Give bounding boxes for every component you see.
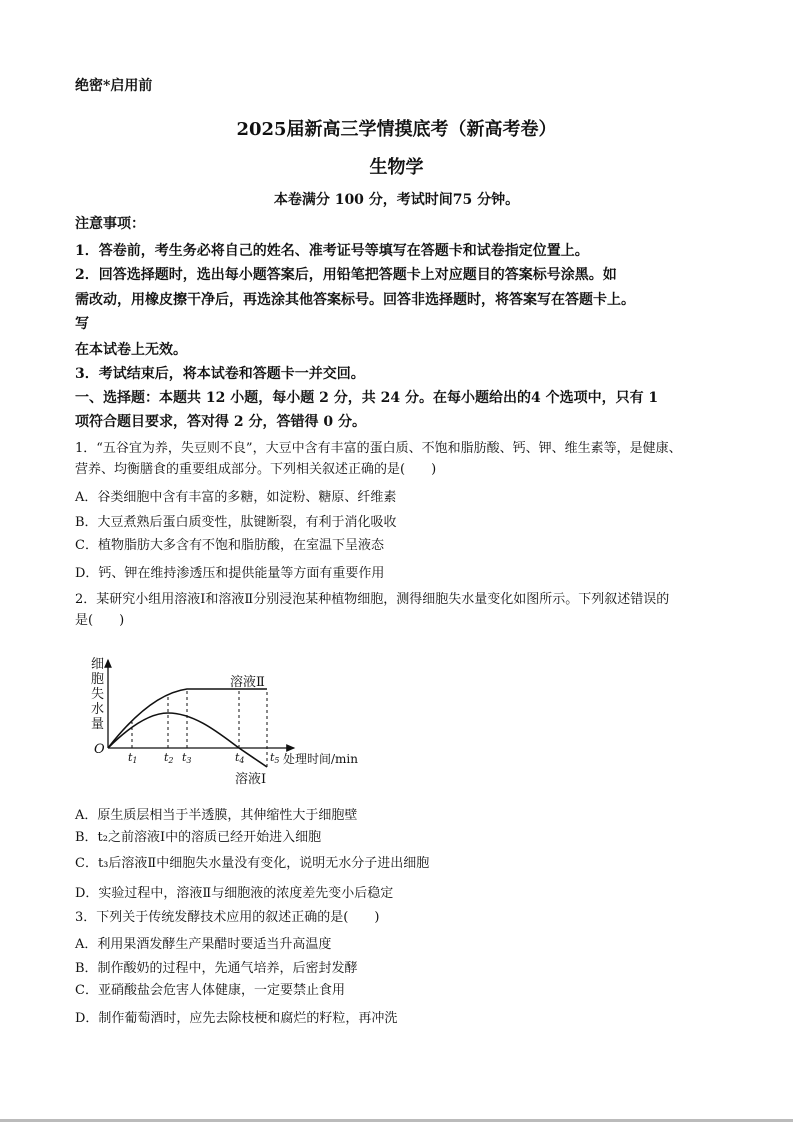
tick-t1: t1 xyxy=(128,751,138,765)
solution-2-label: 溶液Ⅱ xyxy=(230,675,265,690)
exam-info: 本卷满分 100 分，考试时间75 分钟。 xyxy=(273,192,520,208)
question-1-option-c: C．植物脂肪大多含有不饱和脂肪酸，在室温下呈液态 xyxy=(75,538,384,553)
y-label-char: 胞 xyxy=(91,672,105,687)
tick-t2: t2 xyxy=(164,751,174,765)
question-3-stem: 3．下列关于传统发酵技术应用的叙述正确的是( ) xyxy=(75,910,380,925)
question-1-option-a: A．谷类细胞中含有丰富的多糖，如淀粉、糖原、纤维素 xyxy=(75,490,397,505)
y-label-char: 量 xyxy=(91,717,105,732)
question-1-option-d: D．钙、钾在维持渗透压和提供能量等方面有重要作用 xyxy=(75,566,385,581)
section-heading: 一、选择题：本题共 12 小题，每小题 2 分，共 24 分。在每小题给出的4 个选项中，只有 1 xyxy=(75,390,659,406)
question-1-stem: 营养、均衡膳食的重要组成部分。下列相关叙述正确的是( ) xyxy=(75,462,437,477)
y-label-char: 水 xyxy=(91,702,105,717)
question-2-option-c: C．t₃后溶液Ⅱ中细胞失水量没有变化，说明无水分子进出细胞 xyxy=(75,856,430,871)
question-1-option-b: B．大豆煮熟后蛋白质变性，肽键断裂，有利于消化吸收 xyxy=(75,515,397,530)
question-3-option-a: A．利用果酒发酵生产果醋时要适当升高温度 xyxy=(75,937,332,952)
section-heading: 项符合题目要求，答对得 2 分，答错得 0 分。 xyxy=(75,414,366,430)
note-line: 1．答卷前，考生务必将自己的姓名、准考证号等填写在答题卡和试卷指定位置上。 xyxy=(75,243,589,259)
origin-label: O xyxy=(94,742,105,757)
notes-heading: 注意事项： xyxy=(75,216,145,232)
tick-t3: t3 xyxy=(182,751,192,765)
question-2-stem: 2．某研究小组用溶液Ⅰ和溶液Ⅱ分别浸泡某种植物细胞，测得细胞失水量变化如图所示。下列叙述错误的 xyxy=(75,592,670,607)
note-line: 2．回答选择题时，选出每小题答案后，用铅笔把答题卡上对应题目的答案标号涂黑。如 xyxy=(75,267,617,283)
question-3-option-c: C．亚硝酸盐会危害人体健康，一定要禁止食用 xyxy=(75,983,345,998)
note-line: 在本试卷上无效。 xyxy=(75,342,187,358)
note-line: 3．考试结束后，将本试卷和答题卡一并交回。 xyxy=(75,366,365,382)
question-2-option-b: B．t₂之前溶液Ⅰ中的溶质已经开始进入细胞 xyxy=(75,830,322,845)
solution-1-label: 溶液Ⅰ xyxy=(235,772,267,787)
tick-t5: t5 xyxy=(270,751,280,765)
water-loss-diagram xyxy=(80,650,380,790)
question-2-stem: 是( ) xyxy=(75,613,125,628)
question-3-option-d: D．制作葡萄酒时，应先去除枝梗和腐烂的籽粒，再冲洗 xyxy=(75,1011,398,1026)
exam-title: 2025届新高三学情摸底考（新高考卷） xyxy=(236,119,557,140)
question-2-option-d: D．实验过程中，溶液Ⅱ与细胞液的浓度差先变小后稳定 xyxy=(75,886,394,901)
time-guide-lines xyxy=(132,689,267,767)
y-label-char: 失 xyxy=(91,687,105,702)
note-line: 需改动，用橡皮擦干净后，再选涂其他答案标号。回答非选择题时，将答案写在答题卡上。 xyxy=(75,292,635,308)
subject-title: 生物学 xyxy=(369,157,424,178)
question-3-option-b: B．制作酸奶的过程中，先通气培养，后密封发酵 xyxy=(75,961,358,976)
tick-t4: t4 xyxy=(235,751,245,765)
y-label-char: 细 xyxy=(91,657,105,672)
question-2-option-a: A．原生质层相当于半透膜，其伸缩性大于细胞壁 xyxy=(75,808,358,823)
confidential-label: 绝密*启用前 xyxy=(75,78,153,94)
note-line: 写 xyxy=(75,316,89,332)
x-axis-label: 处理时间/min xyxy=(283,752,358,766)
question-1-stem: 1．“五谷宜为养，失豆则不良”，大豆中含有丰富的蛋白质、不饱和脂肪酸、钙、钾、维生素等，是健康、 xyxy=(75,441,682,456)
